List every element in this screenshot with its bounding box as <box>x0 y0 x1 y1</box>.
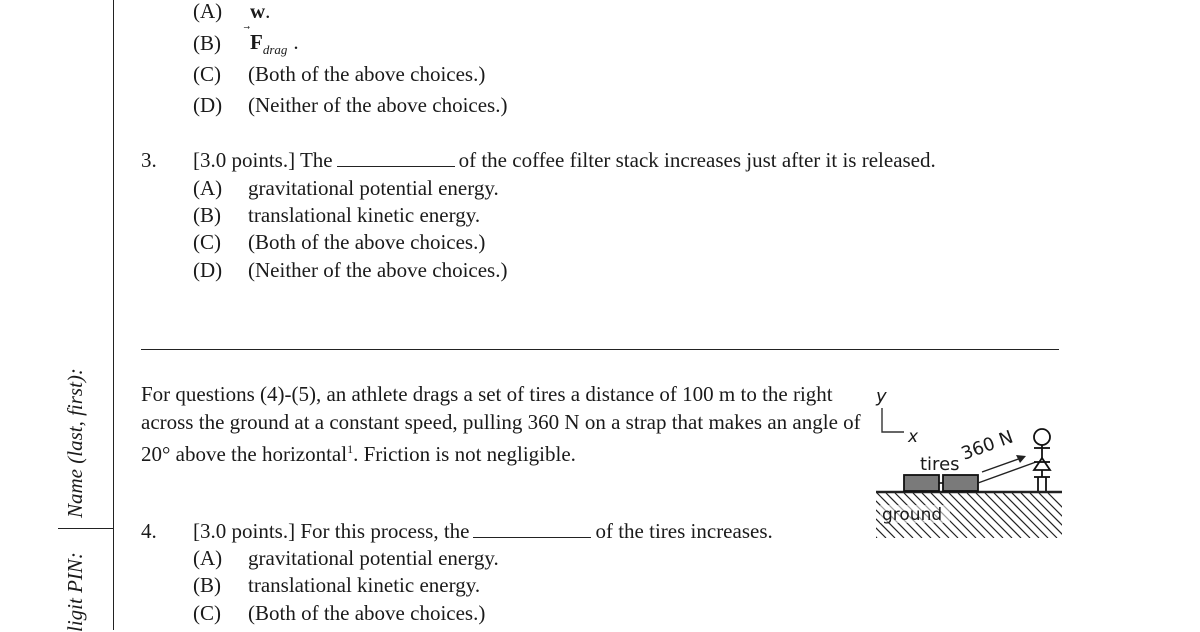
section-divider <box>141 349 1059 350</box>
q4-choice-a-text: gravitational potential energy. <box>248 546 499 570</box>
q2-choice-b-text <box>250 30 299 58</box>
force-arrow <box>982 457 1024 472</box>
q4-choice-a-letter: (A) <box>193 546 223 570</box>
q4-choice-c-letter: (C) <box>193 601 221 625</box>
name-field-label: Name (last, first): <box>63 368 87 518</box>
y-axis-label: y <box>876 386 887 407</box>
q2-choice-a-vector: w <box>250 0 266 23</box>
q3-choice-d-text: (Neither of the above choices.) <box>248 258 508 282</box>
q2-choice-d-letter: (D) <box>193 93 223 117</box>
intro-text: For questions (4)-(5), an athlete drags a set of tires a distance of 100 m to the right across the ground at a constant speed, pulling 360 N on a strap that makes an angle of 20° above the horizontal <box>141 382 861 466</box>
tire-left <box>904 475 939 491</box>
q4-choice-b-letter: (B) <box>193 573 221 597</box>
q3-choice-d-letter: (D) <box>193 258 223 282</box>
q2-choice-a-suffix: . <box>265 0 271 23</box>
q3-choice-b-text: translational kinetic energy. <box>248 203 481 227</box>
q3-stem-before: [3.0 points.] The <box>193 148 333 172</box>
q4-stem <box>193 519 773 544</box>
q2-choice-b-suffix: . <box>293 30 299 54</box>
athlete-icon <box>1034 429 1050 491</box>
q4-stem-after: of the tires increases. <box>595 519 773 543</box>
q2-choice-c-letter: (C) <box>193 62 221 86</box>
intro-text-end: . Friction is not negligible. <box>353 442 576 466</box>
q2-choice-b-vector: F <box>250 30 263 54</box>
q2-choice-a-text <box>250 0 270 24</box>
q4-stem-before: [3.0 points.] For this process, the <box>193 519 470 543</box>
margin-separator <box>58 528 114 529</box>
q3-choice-a-text: gravitational potential energy. <box>248 176 499 200</box>
x-axis-label: x <box>908 427 919 447</box>
q2-choice-c-text: (Both of the above choices.) <box>248 62 486 86</box>
pin-field-label: ligit PIN: <box>63 552 87 632</box>
q3-stem-after: of the coffee filter stack increases just after it is released. <box>458 148 936 172</box>
margin-rule <box>113 0 114 630</box>
strap-line <box>978 462 1036 483</box>
q3-choice-a-letter: (A) <box>193 176 223 200</box>
q2-choice-d-text: (Neither of the above choices.) <box>248 93 508 117</box>
q3-choice-c-letter: (C) <box>193 230 221 254</box>
q3-choice-b-letter: (B) <box>193 203 221 227</box>
tire-drag-diagram <box>868 380 1068 545</box>
force-label: 360 N <box>958 426 1017 465</box>
ground-label: ground <box>882 505 943 525</box>
intro-paragraph <box>141 381 861 469</box>
axes-icon <box>882 408 904 432</box>
tire-right <box>943 475 978 491</box>
footnote-mark: 1 <box>347 442 354 456</box>
q2-choice-b-letter: (B) <box>193 31 221 55</box>
q4-choice-c-text: (Both of the above choices.) <box>248 601 486 625</box>
tires-label: tires <box>920 454 960 475</box>
q2-choice-b-subscript: drag <box>262 42 288 58</box>
q4-choice-b-text: translational kinetic energy. <box>248 573 481 597</box>
q2-choice-a-letter: (A) <box>193 0 223 23</box>
q3-stem <box>193 148 936 173</box>
q3-choice-c-text: (Both of the above choices.) <box>248 230 486 254</box>
q4-number: 4. <box>141 519 157 543</box>
q3-number: 3. <box>141 148 157 172</box>
q3-answer-blank <box>337 150 455 167</box>
q4-answer-blank <box>473 521 591 538</box>
